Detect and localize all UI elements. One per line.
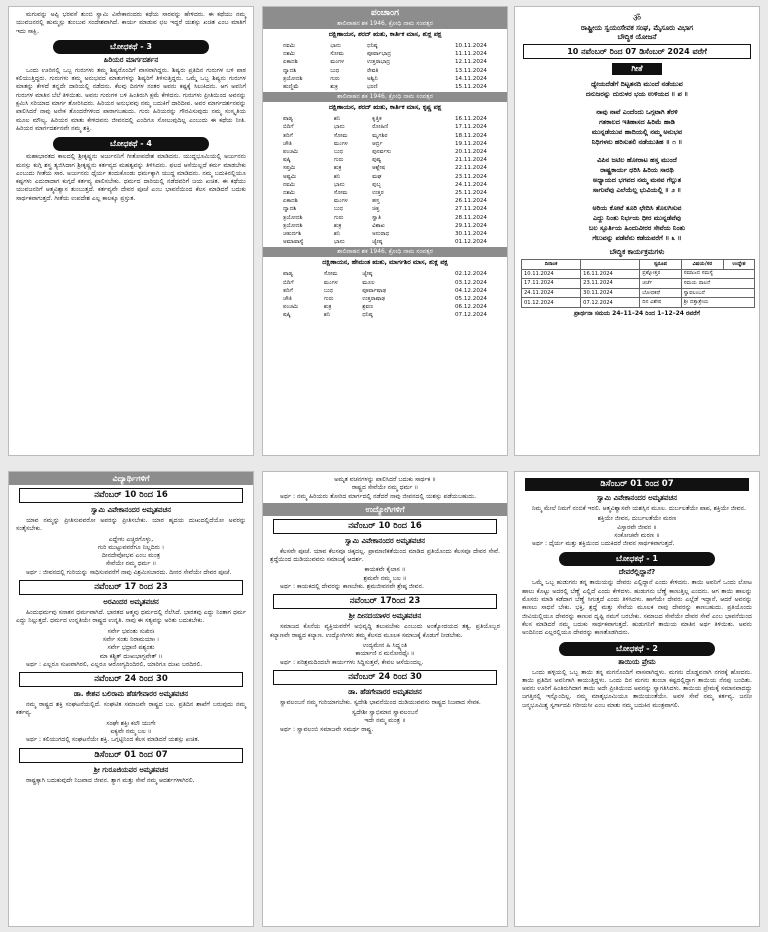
panchanga-tithi: ಷಷ್ಠಿ xyxy=(283,312,291,319)
shloka: ಸ್ವದೇಶೀ ಸ್ವಾಭಿಮಾನ ಸ್ವಾವಲಂಬನೆ ಇದೇ ನಮ್ಮ ಮಂತ್ರ ॥ xyxy=(352,709,418,725)
panchanga-nak: ಉತ್ತರಾಷಾಢ xyxy=(362,296,386,303)
panchanga-row xyxy=(280,303,490,311)
panchanga-tithi: ಪಂಚಮಿ xyxy=(283,304,299,311)
story-title: ಹಿರಿಯರ ಮಾರ್ಗದರ್ಶನ xyxy=(103,55,159,64)
shloka-meaning: ಅರ್ಥ : ಸ್ವಾವಲಂಬಿ ಸಮಾಜವೇ ಸಮರ್ಥ ರಾಷ್ಟ್ರ. xyxy=(280,725,374,733)
week-heading: ನವೆಂಬರ್ 24 ರಿಂದ 30 xyxy=(273,670,497,685)
panchanga-nak: ಅಶ್ವಿನಿ xyxy=(366,75,378,82)
panchanga-nak: ಅನುರಾಧ xyxy=(372,231,390,238)
panchanga-row xyxy=(280,148,490,156)
program-table xyxy=(521,259,755,308)
panchanga-tithi: ಸಪ್ತಮಿ xyxy=(283,165,296,172)
panchanga-tithi: ತದಿಗೆ xyxy=(283,132,293,139)
quote-source: ಸ್ವಾಮಿ ವಿವೇಕಾನಂದರ ಅಮೃತವಚನ xyxy=(90,506,172,514)
panchanga-tithi: ನವಮಿ xyxy=(283,181,296,188)
panchanga-table xyxy=(280,270,490,319)
panchanga-vara: ಮಂಗಳ xyxy=(333,140,348,147)
panchanga-vara: ಸೋಮ xyxy=(333,132,348,139)
booklet-page-2-panchanga xyxy=(262,6,508,456)
panchanga-date: 17.11.2024 xyxy=(454,124,487,131)
panchanga-row xyxy=(280,270,490,278)
panchanga-date: 28.11.2024 xyxy=(454,214,487,221)
panchanga-table xyxy=(280,115,490,246)
panchanga-nak: ಮೂಲ xyxy=(362,279,375,286)
panchanga-row xyxy=(280,311,490,319)
samvatsara-header: ಶಾಲಿವಾಹನ ಶಕ 1946, ಕ್ರೋಧಿ ನಾಮ ಸಂವತ್ಸರ xyxy=(263,19,507,29)
shloka-meaning: ಅರ್ಥ : ಧೈರ್ಯ ಮತ್ತು ಶಕ್ತಿಯಿಂದ ಬದುಕಿದರೆ ಜೀವನ ಸಾರ್ಥಕವಾಗುತ್ತದೆ. xyxy=(532,540,675,548)
panchanga-nak: ಹಸ್ತ xyxy=(372,198,380,205)
program-header-cell: ದಿನಾಂಕ xyxy=(522,260,581,270)
masa-header: ದಕ್ಷಿಣಾಯನ, ಶರದ್ ಋತು, ಕಾರ್ತಿಕ ಮಾಸ, ಕೃಷ್ಣ ಪಕ್ಷ xyxy=(328,104,442,112)
panchanga-nak: ಪುಬ್ಬ xyxy=(372,181,382,188)
panchanga-vara: ಶನಿ xyxy=(323,312,331,319)
program-cell: ಸ್ವಾವಲಂಬನೆ xyxy=(681,288,754,298)
panchanga-nak: ಧನಿಷ್ಠ xyxy=(362,312,373,319)
program-table-title: ಬೌದ್ಧಿಕ ಕಾರ್ಯಕ್ರಮಗಳು xyxy=(609,248,665,256)
panchanga-nak: ರೋಹಿಣಿ xyxy=(372,124,389,131)
samvatsara-header: ಶಾಲಿವಾಹನ ಶಕ 1946, ಕ್ರೋಧಿ ನಾಮ ಸಂವತ್ಸರ xyxy=(263,247,507,257)
story-paragraph: ಮಹಾಭಾರತದ ಕಾಲದಲ್ಲಿ ಶ್ರೀಕೃಷ್ಣನು ಅರ್ಜುನನಿಗೆ ಗೀತೋಪದೇಶ ಮಾಡಿದನು. ಯುದ್ಧಭೂಮಿಯಲ್ಲಿ ಅರ್ಜುನನು ಮನಸ್ಸು ಕುಗ್ಗಿ ಶಸ್ತ್ರ ತ್ಯಜಿಸಿದಾಗ ಶ್ರೀಕೃಷ್ಣನು ಕರ್ತವ್ಯದ ಮಹತ್ವವನ್ನು ತಿಳಿಸಿದನು. ಫಲದ ಆಸೆಯಿಲ್ಲದೆ ಕರ್ಮ ಮಾಡಬೇಕು ಎಂಬುದು ಗೀತೆಯ ಸಾರ. ಅರ್ಜುನನು ಧೈರ್ಯ ತಂದುಕೊಂಡು ಧರ್ಮಕ್ಕಾಗಿ ಯುದ್ಧ ಮಾಡಿದನು. ನಮ್ಮ ಬದುಕಿನಲ್ಲಿಯೂ ಕಷ್ಟಗಳು ಎದುರಾದಾಗ ಕುಗ್ಗದೆ ಕರ್ತವ್ಯ ಪಾಲಿಸಬೇಕು. ಧರ್ಮದ ದಾರಿಯಲ್ಲಿ ನಡೆದವರಿಗೆ ಜಯ ಖಚಿತ. ಈ ಕಥೆಯು ಯುವಜನರಿಗೆ ಆತ್ಮವಿಶ್ವಾಸ ತುಂಬುತ್ತದೆ. ಕರ್ತವ್ಯವೇ ದೇವರ ಪೂಜೆ ಎಂಬ ಭಾವನೆಯಿಂದ ಕೆಲಸ ಮಾಡಿದರೆ ಬದುಕು ಸಾರ್ಥಕವಾಗುತ್ತದೆ. ಗೀತೆಯ ಉಪದೇಶ ಎಲ್ಲ ಕಾಲಕ್ಕೂ ಪ್ರಸ್ತುತ. xyxy=(16,153,246,202)
panchanga-row xyxy=(280,214,490,222)
story-title: ದೇವರೆಲ್ಲಿದ್ದಾನೆ? xyxy=(618,568,656,577)
panchanga-nak: ಉತ್ತರ xyxy=(372,190,384,197)
section-heading: ಬೋಧಕಥೆ - 1 xyxy=(559,552,715,566)
program-cell: 24.11.2024 xyxy=(522,288,581,298)
panchanga-nak: ವಿಶಾಖ xyxy=(372,222,385,229)
prayer-time-note: ಪ್ರಾರ್ಥನಾ ಸಮಯ 24–11–24 ರಿಂದ 1–12–24 ರವರೆಗೆ xyxy=(574,309,700,317)
panchanga-vara: ಶುಕ್ರ xyxy=(333,222,342,229)
panchanga-vara: ಗುರು xyxy=(323,296,334,303)
panchanga-row xyxy=(280,115,490,123)
panchanga-tithi: ಷಷ್ಠಿ xyxy=(283,157,291,164)
story-paragraph: ಒಂದು ಊರಿನಲ್ಲಿ ಒಬ್ಬ ಗುರುಗಳು ತಮ್ಮ ಶಿಷ್ಯರೊಂದಿಗೆ ವಾಸವಾಗಿದ್ದರು. ಶಿಷ್ಯರು ಪ್ರತಿದಿನ ಗುರುಗಳ ಬಳಿ ಪಾಠ ಕಲಿಯುತ್ತಿದ್ದರು. ಗುರುಗಳು ತಮ್ಮ ಅನುಭವದ ಮಾತುಗಳನ್ನು ಶಿಷ್ಯರಿಗೆ ತಿಳಿಸುತ್ತಿದ್ದರು. ಒಮ್ಮೆ ಒಬ್ಬ ಶಿಷ್ಯನು ಗುರುಗಳ ಮಾತನ್ನು ಕೇಳದೆ ತನ್ನದೇ ದಾರಿಯಲ್ಲಿ ನಡೆದನು. ಕೆಲವು ದಿನಗಳ ನಂತರ ಅವನು ಕಷ್ಟಕ್ಕೆ ಸಿಲುಕಿದನು. ಆಗ ಅವನಿಗೆ ಗುರುಗಳ ಮಾತಿನ ಬೆಲೆ ತಿಳಿಯಿತು. ಅವನು ಗುರುಗಳ ಬಳಿ ಹಿಂತಿರುಗಿ ಕ್ಷಮೆ ಕೇಳಿದನು. ಗುರುಗಳು ಪ್ರೀತಿಯಿಂದ ಅವನನ್ನು ಕ್ಷಮಿಸಿ ಸರಿಯಾದ ಮಾರ್ಗ ತೋರಿಸಿದರು. ಹಿರಿಯರ ಅನುಭವವು ನಮ್ಮ ಬದುಕಿಗೆ ದಾರಿದೀಪ. ಅವರ ಮಾರ್ಗದರ್ಶನವನ್ನು ಪಾಲಿಸಿದರೆ ನಾವು ಅನೇಕ ತೊಂದರೆಗಳಿಂದ ಪಾರಾಗಬಹುದು. ಗುರು ಹಿರಿಯರನ್ನು ಗೌರವಿಸುವುದು ನಮ್ಮ ಸಂಸ್ಕೃತಿಯ ಮೂಲ ಮೌಲ್ಯ. ಹಿರಿಯರ ಮಾತು ಕೇಳಿದವನು ಜೀವನದಲ್ಲಿ ಎಂದಿಗೂ ಸೋಲುವುದಿಲ್ಲ ಎಂಬುದು ಈ ಕಥೆಯ ನೀತಿ. ಹಿರಿಯರ ಮಾರ್ಗದರ್ಶನವೇ ನಮ್ಮ ಶಕ್ತಿ. xyxy=(16,66,246,132)
shloka: ಎದ್ದೇಳು ಎಚ್ಚರಗೊಳ್ಳು, ಗುರಿ ಮುಟ್ಟುವವರೆಗೂ ನಿಲ್ಲದಿರು । ದೀನದೇವೋಭವ ಎಂಬ ಮಂತ್ರ ಸೇವೆಯೇ ನಮ್ಮ ಧರ್ಮ ॥ xyxy=(97,535,165,568)
panchanga-tithi: ತದಿಗೆ xyxy=(283,287,293,294)
story-paragraph: ಒಮ್ಮೆ ಒಬ್ಬ ಹುಡುಗನು ತನ್ನ ತಾಯಿಯನ್ನು ದೇವರು ಎಲ್ಲಿದ್ದಾನೆ ಎಂದು ಕೇಳಿದನು. ತಾಯಿ ಅವನಿಗೆ ಒಂದು ಲೋಟ ಹಾಲು ಕೊಟ್ಟು ಅದರಲ್ಲಿ ಬೆಣ್ಣೆ ಎಲ್ಲಿದೆ ಎಂದು ಕೇಳಿದಳು. ಹುಡುಗನು ಬೆಣ್ಣೆ ಕಾಣುತ್ತಿಲ್ಲ ಎಂದನು. ಆಗ ತಾಯಿ ಹಾಲನ್ನು ಮೊಸರು ಮಾಡಿ ಕಡೆದಾಗ ಬೆಣ್ಣೆ ಸಿಗುತ್ತದೆ ಎಂದು ತಿಳಿಸಿದಳು. ಹಾಗೆಯೇ ದೇವರು ಎಲ್ಲೆಡೆ ಇದ್ದಾನೆ, ಆದರೆ ಅವನನ್ನು ಕಾಣಲು ಸಾಧನೆ ಬೇಕು. ಭಕ್ತಿ, ಶ್ರದ್ಧೆ ಮತ್ತು ಸೇವೆಯ ಮೂಲಕ ನಾವು ದೇವರನ್ನು ಕಾಣಬಹುದು. ಪ್ರತಿಯೊಂದು ಜೀವಿಯಲ್ಲಿಯೂ ದೇವರನ್ನು ಕಾಣುವ ದೃಷ್ಟಿ ನಮಗೆ ಬರಬೇಕು. ಸಮಾಜದ ಸೇವೆಯೇ ದೇವರ ಸೇವೆ ಎಂಬ ಭಾವನೆಯಿಂದ ಕೆಲಸ ಮಾಡಿದರೆ ನಮ್ಮ ಬದುಕು ಸಾರ್ಥಕವಾಗುತ್ತದೆ. ಹುಡುಗನಿಗೆ ತಾಯಿಯ ಮಾತಿನ ಅರ್ಥ ತಿಳಿಯಿತು. ಅವನು ಅಂದಿನಿಂದ ಎಲ್ಲರಲ್ಲಿಯೂ ದೇವರನ್ನು ಕಾಣತೊಡಗಿದನು. xyxy=(522,579,752,637)
week-heading: ನವೆಂಬರ್ 24 ರಿಂದ 30 xyxy=(19,672,243,687)
panchanga-nak: ಉತ್ತರಾಭಾದ್ರ xyxy=(366,59,391,66)
panchanga-date: 03.12.2024 xyxy=(454,279,487,286)
booklet-page-3-cover xyxy=(514,6,760,456)
panchanga-vara: ಶುಕ್ರ xyxy=(323,304,332,311)
panchanga-tithi: ದ್ವಾದಶಿ xyxy=(283,67,297,74)
panchanga-row xyxy=(280,75,490,83)
panchanga-date: 29.11.2024 xyxy=(454,222,487,229)
panchanga-nak: ಶ್ರವಣ xyxy=(362,304,374,311)
panchanga-date: 05.12.2024 xyxy=(454,296,487,303)
shloka: ಕಾಯಕವೇ ಕೈಲಾಸ ॥ ಶ್ರಮವೇ ನಮ್ಮ ಬಲ ॥ xyxy=(363,566,407,582)
panchanga-tithi: ಚತುರ್ದಶಿ xyxy=(283,231,302,238)
booklet-page-1 xyxy=(8,6,254,456)
panchanga-vara: ಭಾನು xyxy=(333,181,345,188)
shloka-meaning: ಅರ್ಥ : ಎಲ್ಲರೂ ಸುಖವಾಗಿರಲಿ, ಎಲ್ಲರೂ ಆರೋಗ್ಯದಿಂದಿರಲಿ, ಯಾರಿಗೂ ದುಃಖ ಬರದಿರಲಿ. xyxy=(26,660,203,668)
program-row xyxy=(522,279,755,289)
shloka: ಉದ್ಯಮೇನ ಹಿ ಸಿದ್ಧ್ಯಂತಿ ಕಾರ್ಯಾಣಿ ನ ಮನೋರಥೈಃ ॥ xyxy=(355,641,415,658)
program-cell: ಶ್ರೀ ದತ್ತಾತ್ರೇಯ xyxy=(681,298,754,308)
panchanga-tithi: ಪಂಚಮಿ xyxy=(283,149,299,156)
panchanga-date: 24.11.2024 xyxy=(454,181,487,188)
panchanga-tithi: ಪಾಡ್ಯ xyxy=(283,116,293,123)
panchanga-vara: ಶನಿ xyxy=(333,231,341,238)
panchanga-tithi: ನವಮಿ xyxy=(283,43,296,49)
shloka: ಸಂಘೇ ಶಕ್ತಿಃ ಕಲೌ ಯುಗೇ ಐಕ್ಯವೇ ನಮ್ಮ ಬಲ ॥ xyxy=(106,719,156,736)
panchanga-row xyxy=(280,123,490,131)
program-header-cell: ಸ್ವರೂಪ xyxy=(640,260,681,270)
program-cell: 10.11.2024 xyxy=(522,269,581,279)
panchanga-date: 26.11.2024 xyxy=(454,198,487,205)
program-cell: ದಿನ ವಿಶೇಷ xyxy=(640,298,681,308)
panchanga-row xyxy=(280,132,490,140)
panchanga-date: 25.11.2024 xyxy=(454,190,487,197)
panchanga-nak: ಆರ್ದ್ರ xyxy=(372,140,383,147)
panchanga-nak: ಪೂರ್ವಾಭಾದ್ರ xyxy=(366,51,392,58)
panchanga-vara: ಶುಕ್ರ xyxy=(333,165,342,172)
panchanga-tithi: ಅಮಾವಾಸ್ಯೆ xyxy=(283,239,304,246)
panchanga-row xyxy=(280,164,490,172)
week-heading: ನವೆಂಬರ್ 17 ರಿಂದ 23 xyxy=(19,580,243,595)
panchanga-vara: ಬುಧ xyxy=(323,287,334,294)
panchanga-table xyxy=(280,42,490,91)
program-cell: ಸಮಯ ಪಾಲನೆ xyxy=(681,279,754,289)
panchanga-tithi: ತ್ರಯೋದಶಿ xyxy=(283,75,303,82)
panchanga-date: 16.11.2024 xyxy=(454,116,487,123)
program-cell: 17.11.2024 xyxy=(522,279,581,289)
panchanga-vara: ಭಾನು xyxy=(333,239,345,246)
panchanga-nak: ಆಶ್ಲೇಷ xyxy=(372,165,386,172)
quote-source: ಡಾ. ಕೇಶವ ಬಲಿರಾಮ ಹೆಡಗೇವಾರರ ಅಮೃತವಚನ xyxy=(73,690,189,699)
panchanga-vara: ಗುರು xyxy=(333,214,344,221)
panchanga-tithi: ಚೌತಿ xyxy=(283,140,292,147)
samvatsara-header: ಶಾಲಿವಾಹನ ಶಕ 1946, ಕ್ರೋಧಿ ನಾಮ ಸಂವತ್ಸರ xyxy=(263,92,507,102)
section-heading: ಬೋಧಕಥೆ - 4 xyxy=(53,137,209,151)
week-heading: ಡಿಸೆಂಬರ್ 01 ರಿಂದ 07 xyxy=(19,748,243,763)
quote-paragraph: ಸಮಾಜದ ಕೊನೆಯ ವ್ಯಕ್ತಿಯವರೆಗೆ ಅಭಿವೃದ್ಧಿ ತಲುಪಬೇಕು ಎಂಬುದು ಅಂತ್ಯೋದಯದ ತತ್ವ. ಪ್ರತಿಯೊಬ್ಬರ ಕಲ್ಯಾಣವೇ ರಾಷ್ಟ್ರದ ಕಲ್ಯಾಣ. ಉದ್ಯೋಗಿಗಳು ತಮ್ಮ ಕೆಲಸದ ಮೂಲಕ ಸಮಾಜಕ್ಕೆ ಕೊಡುಗೆ ನೀಡಬೇಕು. xyxy=(270,623,500,639)
shloka: ಶಕ್ತಿಯೇ ಜೀವನ, ದುರ್ಬಲತೆಯೇ ಮರಣ ವಿಸ್ತಾರವೇ ಜೀವನ ॥ ಸಂಕೋಚವೇ ಮರಣ ॥ xyxy=(597,515,677,539)
panchanga-tithi: ಪಾಡ್ಯ xyxy=(283,271,293,278)
section-heading: ಬೋಧಕಥೆ - 3 xyxy=(53,40,209,54)
quote-paragraph: ಹಿಂದುಧರ್ಮವು ಸನಾತನ ಧರ್ಮವಾಗಿದೆ. ಭಾರತದ ಆತ್ಮವು ಧರ್ಮದಲ್ಲಿ ನೆಲೆಸಿದೆ. ಭಾರತವು ಎದ್ದು ನಿಂತಾಗ ಧರ್ಮ ಎದ್ದು ನಿಲ್ಲುತ್ತದೆ. ಧರ್ಮದ ಉನ್ನತಿಯೇ ರಾಷ್ಟ್ರದ ಉನ್ನತಿ. ನಾವು ಈ ಸತ್ಯವನ್ನು ಅರಿತು ಬದುಕಬೇಕು. xyxy=(16,609,246,625)
panchanga-vara: ಸೋಮ xyxy=(333,190,348,197)
quote-source: ಸ್ವಾಮಿ ವಿವೇಕಾನಂದರ ಅಮೃತವಚನ xyxy=(596,494,678,502)
panchanga-row xyxy=(280,295,490,303)
panchanga-row xyxy=(280,205,490,213)
shloka-meaning: ಅರ್ಥ : ಕಾಯಕದಲ್ಲಿ ದೇವರನ್ನು ಕಾಣಬೇಕು. ಶ್ರಮಜೀವನವೇ ಶ್ರೇಷ್ಠ ಜೀವನ. xyxy=(280,583,424,591)
panchanga-row xyxy=(280,197,490,205)
panchanga-date: 06.12.2024 xyxy=(454,304,487,311)
panchanga-row xyxy=(280,42,490,50)
panchanga-tithi: ತ್ರಯೋದಶಿ xyxy=(283,222,303,229)
program-cell: 30.11.2024 xyxy=(581,288,640,298)
panchanga-tithi: ಅಷ್ಟಮಿ xyxy=(283,173,297,180)
panchanga-vara: ಭಾನು xyxy=(330,43,341,49)
story-paragraph: ಒಂದು ಹಳ್ಳಿಯಲ್ಲಿ ಒಬ್ಬ ತಾಯಿ ತನ್ನ ಮಗನೊಂದಿಗೆ ವಾಸವಾಗಿದ್ದಳು. ಮಗನು ದೊಡ್ಡವನಾಗಿ ನಗರಕ್ಕೆ ಹೋದನು. ತಾಯಿ ಪ್ರತಿದಿನ ಅವನಿಗಾಗಿ ಕಾಯುತ್ತಿದ್ದಳು. ಒಂದು ದಿನ ಮಗನು ತುಂಬಾ ಕಷ್ಟದಲ್ಲಿದ್ದಾಗ ತಾಯಿಯ ನೆನಪು ಬಂದಿತು. ಅವನು ಊರಿಗೆ ಹಿಂತಿರುಗಿದಾಗ ತಾಯಿ ಅದೇ ಪ್ರೀತಿಯಿಂದ ಅವನನ್ನು ಸ್ವಾಗತಿಸಿದಳು. ತಾಯಿಯ ಪ್ರೇಮಕ್ಕೆ ಸಮಾನವಾದದ್ದು ಜಗತ್ತಿನಲ್ಲಿ ಇನ್ನೊಂದಿಲ್ಲ. ನಮ್ಮ ಮಾತೃಭೂಮಿಯೂ ತಾಯಿಯಂತೆಯೇ. ಅವಳ ಸೇವೆ ನಮ್ಮ ಕರ್ತವ್ಯ. ಜನನೀ ಜನ್ಮಭೂಮಿಶ್ಚ ಸ್ವರ್ಗಾದಪಿ ಗರೀಯಸೀ ಎಂಬ ಮಾತು ನಮ್ಮ ಬದುಕಿನ ಮಂತ್ರವಾಗಲಿ. xyxy=(522,668,752,709)
panchanga-row xyxy=(280,287,490,295)
shloka: ಸರ್ವೇ ಭವಂತು ಸುಖಿನಃ ಸರ್ವೇ ಸಂತು ನಿರಾಮಯಾಃ । ಸರ್ವೇ ಭದ್ರಾಣಿ ಪಶ್ಯಂತು ಮಾ ಕಶ್ಚಿತ್ ದುಃಖಭಾಗ್ಭವೇತ್ ॥ xyxy=(99,627,163,660)
panchanga-nak: ಕೃತ್ತಿಕ xyxy=(372,116,382,123)
week-heading: ನವೆಂಬರ್ 10 ರಿಂದ 16 xyxy=(273,519,497,534)
program-cell: 07.12.2024 xyxy=(581,298,640,308)
panchanga-vara: ಶನಿ xyxy=(333,116,341,123)
booklet-page-4-students xyxy=(8,471,254,927)
panchanga-nak: ಭರಣಿ xyxy=(366,84,378,91)
booklet-page-5-employees xyxy=(262,471,508,927)
geete-label: ಗೀತೆ xyxy=(612,63,662,75)
panchanga-tithi: ಬಿದಿಗೆ xyxy=(283,124,294,131)
panchanga-row xyxy=(280,58,490,66)
panchanga-vara: ಬುಧ xyxy=(330,67,340,74)
panchanga-tithi: ದ್ವಾದಶಿ xyxy=(283,206,297,213)
panchanga-row xyxy=(280,189,490,197)
panchanga-date: 10.11.2024 xyxy=(454,43,487,49)
quote-paragraph: ರಾಷ್ಟ್ರಕ್ಕಾಗಿ ಬದುಕುವುದೇ ನಿಜವಾದ ಜೀವನ. ತ್ಯಾಗ ಮತ್ತು ಸೇವೆ ನಮ್ಮ ಆದರ್ಶಗಳಾಗಿರಲಿ. xyxy=(26,776,195,784)
shloka-meaning: ಅರ್ಥ : ಜೀವನದಲ್ಲಿ ಗುರಿಯನ್ನು ಸಾಧಿಸುವವರೆಗೆ ನಾವು ವಿಶ್ರಮಿಸಬಾರದು. ದೀನರ ಸೇವೆಯೇ ದೇವರ ಪೂಜೆ. xyxy=(26,568,232,576)
panchanga-date: 07.12.2024 xyxy=(454,312,487,319)
panchanga-nak: ಜ್ಯೇಷ್ಠ xyxy=(372,239,383,246)
panchanga-date: 01.12.2024 xyxy=(454,239,487,246)
panchanga-row xyxy=(280,279,490,287)
om-symbol: ॐ xyxy=(632,14,642,24)
quote-paragraph: ಸ್ವಾವಲಂಬನೆ ನಮ್ಮ ಗುರಿಯಾಗಬೇಕು. ಸ್ವದೇಶಿ ಭಾವನೆಯಿಂದ ದುಡಿಯುವವನು ರಾಷ್ಟ್ರದ ನಿಜವಾದ ಸೇವಕ. xyxy=(280,698,481,706)
program-header-cell: ವಿಷಯ/ಸರ xyxy=(681,260,723,270)
panchanga-tithi: ಬಿದಿಗೆ xyxy=(283,279,294,286)
program-table-header xyxy=(522,260,755,270)
panchanga-nak: ರೇವತಿ xyxy=(366,67,379,74)
quote-source: ಅರವಿಂದರ ಅಮೃತವಚನ xyxy=(103,598,159,607)
panchanga-vara: ಶನಿ xyxy=(333,173,341,180)
panchanga-row xyxy=(280,173,490,181)
shloka: ಅಮೃತ ವಚನಗಳನ್ನು ಪಾಲಿಸಿದರೆ ಬದುಕು ಸಾರ್ಥಕ ॥ ರಾಷ್ಟ್ರದ ಸೇವೆಯೇ ನಮ್ಮ ಧರ್ಮ ॥ xyxy=(334,476,436,492)
story-title: ತಾಯಿಯ ಪ್ರೇಮ xyxy=(618,657,656,666)
quote-source: ಶ್ರೀ ದೀನದಯಾಳರ ಅಮೃತವಚನ xyxy=(348,612,422,621)
quote-paragraph: ನಿಮ್ಮ ಮೇಲೆ ನಿಮಗೆ ನಂಬಿಕೆ ಇರಲಿ. ಆತ್ಮವಿಶ್ವಾಸವೇ ಯಶಸ್ಸಿನ ಮೂಲ. ದುರ್ಬಲತೆಯೇ ಪಾಪ, ಶಕ್ತಿಯೇ ಜೀವನ. xyxy=(532,505,746,512)
masa-header: ದಕ್ಷಿಣಾಯನ, ಶರದ್ ಋತು, ಕಾರ್ತಿಕ ಮಾಸ, ಶುಕ್ಲ ಪಕ್ಷ xyxy=(328,31,442,38)
panchanga-row xyxy=(280,181,490,189)
panchanga-vara: ಸೋಮ xyxy=(323,271,338,278)
week-heading: ನವೆಂಬರ್ 10 ರಿಂದ 16 xyxy=(19,488,243,503)
panchanga-nak: ಪುನರ್ವಸು xyxy=(372,149,391,156)
week-heading: ನವೆಂಬರ್ 17ರಿಂದ 23 xyxy=(273,594,497,609)
shloka-meaning: ಅರ್ಥ : ನಮ್ಮ ಹಿರಿಯರು ತೋರಿದ ಮಾರ್ಗದಲ್ಲಿ ನಡೆದರೆ ನಾವು ಜೀವನದಲ್ಲಿ ಯಶಸ್ಸು ಪಡೆಯಬಹುದು. xyxy=(280,492,477,500)
week-heading: ಡಿಸೆಂಬರ್ 01 ರಿಂದ 07 xyxy=(525,478,749,491)
panchanga-nak: ಮಘ xyxy=(372,173,382,180)
panchanga-nak: ಜ್ಯೇಷ್ಠ xyxy=(362,271,373,278)
quote-source: ಸ್ವಾಮಿ ವಿವೇಕಾನಂದರ ಅಮೃತವಚನ xyxy=(344,536,426,545)
panchanga-vara: ಬುಧ xyxy=(333,149,344,156)
panchanga-nak: ಚಿತ್ತ xyxy=(372,206,380,213)
panchanga-date: 30.11.2024 xyxy=(454,231,487,238)
panchanga-vara: ಗುರು xyxy=(330,75,340,82)
panchanga-tithi: ಚೌತಿ xyxy=(283,296,292,303)
panchanga-vara: ಮಂಗಳ xyxy=(323,279,338,286)
program-header-cell: ಉದ್ದೇಶ xyxy=(724,260,755,270)
quote-source: ಶ್ರೀ ಗುರೂಜಿಯವರ ಅಮೃತವಚನ xyxy=(93,765,169,774)
panchanga-date: 12.11.2024 xyxy=(454,59,487,66)
program-header-cell xyxy=(581,260,640,270)
panchanga-vara: ಸೋಮ xyxy=(330,51,344,58)
panchanga-vara: ಗುರು xyxy=(333,157,344,164)
panchanga-date: 23.11.2024 xyxy=(454,173,487,180)
panchanga-tithi: ದಶಮಿ xyxy=(283,51,296,58)
audience-title: ಉದ್ಯೋಗಿಗಳಿಗೆ xyxy=(263,503,507,516)
panchanga-tithi: ಏಕಾದಶಿ xyxy=(283,59,298,66)
panchanga-date: 18.11.2024 xyxy=(454,132,487,139)
quote-paragraph: ಕೆಲಸವೇ ಪೂಜೆ. ಯಾವ ಕೆಲಸವೂ ಚಿಕ್ಕದಲ್ಲ. ಪ್ರಾಮಾಣಿಕತೆಯಿಂದ ಮಾಡಿದ ಪ್ರತಿಯೊಂದು ಕೆಲಸವೂ ದೇವರ ಸೇವೆ. ಶ್ರದ್ಧೆಯಿಂದ ದುಡಿಯುವವನು ಸಮಾಜಕ್ಕೆ ಆದರ್ಶ. xyxy=(270,547,500,564)
panchanga-tithi: ಏಕಾದಶಿ xyxy=(283,198,298,205)
program-cell: ಸಮಾಜದ ಸಮಸ್ಯೆ xyxy=(681,269,754,279)
shloka-meaning: ಅರ್ಥ : ಪರಿಶ್ರಮದಿಂದಲೇ ಕಾರ್ಯಗಳು ಸಿದ್ಧಿಸುತ್ತವೆ, ಕೇವಲ ಆಸೆಯಿಂದಲ್ಲ. xyxy=(280,658,424,666)
masa-header: ದಕ್ಷಿಣಾಯನ, ಹೇಮಂತ ಋತು, ಮಾರ್ಗಶಿರ ಮಾಸ, ಶುಕ್ಲ ಪಕ್ಷ xyxy=(322,259,448,267)
panchanga-vara: ಮಂಗಳ xyxy=(330,59,345,66)
program-cell: 01.12.2024 xyxy=(522,298,581,308)
program-cell: 23.11.2024 xyxy=(581,279,640,289)
panchanga-nak: ಮೃಗಶಿರ xyxy=(372,132,388,139)
panchanga-row xyxy=(280,50,490,58)
song-verse: ವಿಪಿನ ಜಟಿಲ ಹೋರಾಟ ಹಸ್ತ ಮುಂದೆ ರಾಷ್ಟ್ರಕಾರ್ಯ ಧರಿಸಿ ಹಿರಿಯ ಸಾರಥಿ ಅಧ್ಯಾಯದ ಭಗವದ ನಮ್ಮ ಮನವ ಗೆಲ್ಲುತ ಸಾಗುವೆವು ಎಲೆಯೆಲ್ಲ ಭುವಿಯಲ್ಲಿ ॥ ೨ ॥ xyxy=(592,156,682,194)
program-row xyxy=(522,288,755,298)
panchanga-nak: ಧನಿಷ್ಠ xyxy=(366,43,378,49)
booklet-page-6-stories xyxy=(514,471,760,927)
panchanga-vara: ಮಂಗಳ xyxy=(333,198,348,205)
panchanga-row xyxy=(280,67,490,75)
panchanga-row xyxy=(280,238,490,246)
panchanga-row xyxy=(280,83,490,91)
panchanga-date: 22.11.2024 xyxy=(454,165,487,172)
panchanga-vara: ಬುಧ xyxy=(333,206,344,213)
panchanga-title: ಪಂಚಾಂಗ xyxy=(263,7,507,19)
panchanga-row xyxy=(280,222,490,230)
shloka-meaning: ಅರ್ಥ : ಕಲಿಯುಗದಲ್ಲಿ ಸಂಘಟನೆಯೇ ಶಕ್ತಿ. ಒಗ್ಗಟ್ಟಿನಿಂದ ಕೆಲಸ ಮಾಡಿದರೆ ಯಶಸ್ಸು ಖಚಿತ. xyxy=(26,736,200,744)
panchanga-tithi: ಹುಣ್ಣಿಮೆ xyxy=(283,84,299,91)
quote-paragraph: ನಮ್ಮ ರಾಷ್ಟ್ರದ ಶಕ್ತಿ ಸಂಘಟನೆಯಲ್ಲಿದೆ. ಸಂಘಟಿತ ಸಮಾಜವೇ ರಾಷ್ಟ್ರದ ಬಲ. ಪ್ರತಿದಿನ ಶಾಖೆಗೆ ಬರುವುದು ನಮ್ಮ ಕರ್ತವ್ಯ. xyxy=(16,701,246,717)
program-name: ಬೌದ್ಧಿಕ ಯೋಜನೆ xyxy=(617,33,657,41)
panchanga-tithi: ದಶಮಿ xyxy=(283,190,296,197)
panchanga-date: 19.11.2024 xyxy=(454,140,487,147)
organization-name: ರಾಷ್ಟ್ರೀಯ ಸ್ವಯಂಸೇವಕ ಸಂಘ, ಮೈಸೂರು ವಿಭಾಗ xyxy=(580,24,694,32)
program-cell: 16.11.2024 xyxy=(581,269,640,279)
song-verse: ಧ್ಯೇಯದೆಡೆಗೆ ದಿಟ್ಟತನದಿ ಮುಂದೆ ನಡೆಯುವ ದನುಜರನ್ನು ದುರುಳರ ಭಯ ಉಳಿಯದ ॥ ಪ ॥ xyxy=(585,80,689,98)
date-range: 10 ನವೆಂಬರ್ ರಿಂದ 07 ಡಿಸೆಂಬರ್ 2024 ವರೆಗೆ xyxy=(523,44,751,59)
panchanga-vara: ಭಾನು xyxy=(333,124,345,131)
panchanga-date: 13.11.2024 xyxy=(454,67,487,74)
program-row xyxy=(522,298,755,308)
audience-title: ವಿದ್ಯಾರ್ಥಿಗಳಿಗೆ xyxy=(9,472,253,485)
section-heading: ಬೋಧಕಥೆ - 2 xyxy=(559,642,715,656)
story-paragraph: ಮಗುವನ್ನು ಅಪ್ಪಿ ಭರವಸೆ ತುಂಬಿ ಸ್ವಾಮಿ ವಿವೇಕಾನಂದರು ಕಥೆಯ ಸಾರವನ್ನು ಹೇಳಿದರು. ಈ ಕಥೆಯು ನಮ್ಮ ಯುವಜನರಲ್ಲಿ ಹುಮ್ಮಸ್ಸು ತುಂಬುವ ಸಂದೇಶವಾಗಿದೆ. ಕಾರ್ಯ ಮಾಡುವ ಛಲ ಇದ್ದರೆ ಯಶಸ್ಸು ಖಚಿತ ಎಂಬ ಮಾತಿಗೆ ಇದು ಸಾಕ್ಷಿ. xyxy=(16,11,246,35)
panchanga-vara: ಶುಕ್ರ xyxy=(330,84,338,91)
panchanga-date: 27.11.2024 xyxy=(454,206,487,213)
song-verse: ನಾವು ನಾವೆ ಎಂದೆಂದು ಒಗ್ಗಟಾಗಿ ತೆರಳಿ ಗತಕಾಲದ ಇತಿಹಾಸದ ಹಿರಿಮೆ ಹಾಡಿ ಮುನ್ನಡೆಯುವ ಹಾದಿಯಲ್ಲಿ ನಮ್ಮ ಅನುಭವ ನಿಧಿಗಳನು ಹರಿಸುತಲಿ ನಡೆಯುತಿಹ ॥ ೧ ॥ xyxy=(591,108,683,146)
panchanga-row xyxy=(280,230,490,238)
panchanga-nak: ಸ್ವಾತಿ xyxy=(372,214,382,221)
program-row xyxy=(522,269,755,279)
panchanga-tithi: ತ್ರಯೋದಶಿ xyxy=(283,214,303,221)
panchanga-date: 11.11.2024 xyxy=(454,51,487,58)
panchanga-date: 15.11.2024 xyxy=(454,84,487,91)
program-cell: ಚರ್ಚೆ xyxy=(640,279,681,289)
panchanga-date: 02.12.2024 xyxy=(454,271,487,278)
panchanga-date: 21.11.2024 xyxy=(454,157,487,164)
panchanga-nak: ಪುಷ್ಯ xyxy=(372,157,382,164)
program-cell: ಪ್ರಶ್ನೋತ್ತರ xyxy=(640,269,681,279)
quote-source: ಡಾ. ಹೆಡಗೇವಾರರ ಅಮೃತವಚನ xyxy=(348,687,422,696)
quote-paragraph: ಯಾವ ನಮ್ಮನ್ನು ಪ್ರೀತಿಸುವವರೋ ಅವರನ್ನು ಪ್ರೀತಿಸಬೇಕು. ಯಾರ ಹೃದಯ ದುಃಖದಲ್ಲಿದೆಯೋ ಅವರನ್ನು ಸಂತೈಸಬೇಕು. xyxy=(16,517,246,533)
panchanga-date: 04.12.2024 xyxy=(454,287,487,294)
panchanga-nak: ಪೂರ್ವಾಷಾಢ xyxy=(362,287,387,294)
panchanga-row xyxy=(280,140,490,148)
program-cell: ಬೋಧಕಥೆ xyxy=(640,288,681,298)
panchanga-row xyxy=(280,156,490,164)
panchanga-date: 20.11.2024 xyxy=(454,149,487,156)
panchanga-date: 14.11.2024 xyxy=(454,75,487,82)
song-verse: ಅರಿಯ ಕೋಟೆ ತೂರಿ ಛೇದಿಸಿ ತೊಲಗಿಸುವ ಎದ್ದು ನಿಂತು ನಿರ್ಭಯ ಧೀರ ಮುನ್ನಡೆವೆವು ಬಲ ಸ್ಫೂರ್ತಿಯ ಹಿಂದುವೀರರ ಸೇವೆಯ ನಿಂತು ಗೆಲುವನ್ನು ಪಡೆವೆನು ಕಡೆಯವರೆಗೆ ॥ ೩ ॥ xyxy=(588,204,686,242)
